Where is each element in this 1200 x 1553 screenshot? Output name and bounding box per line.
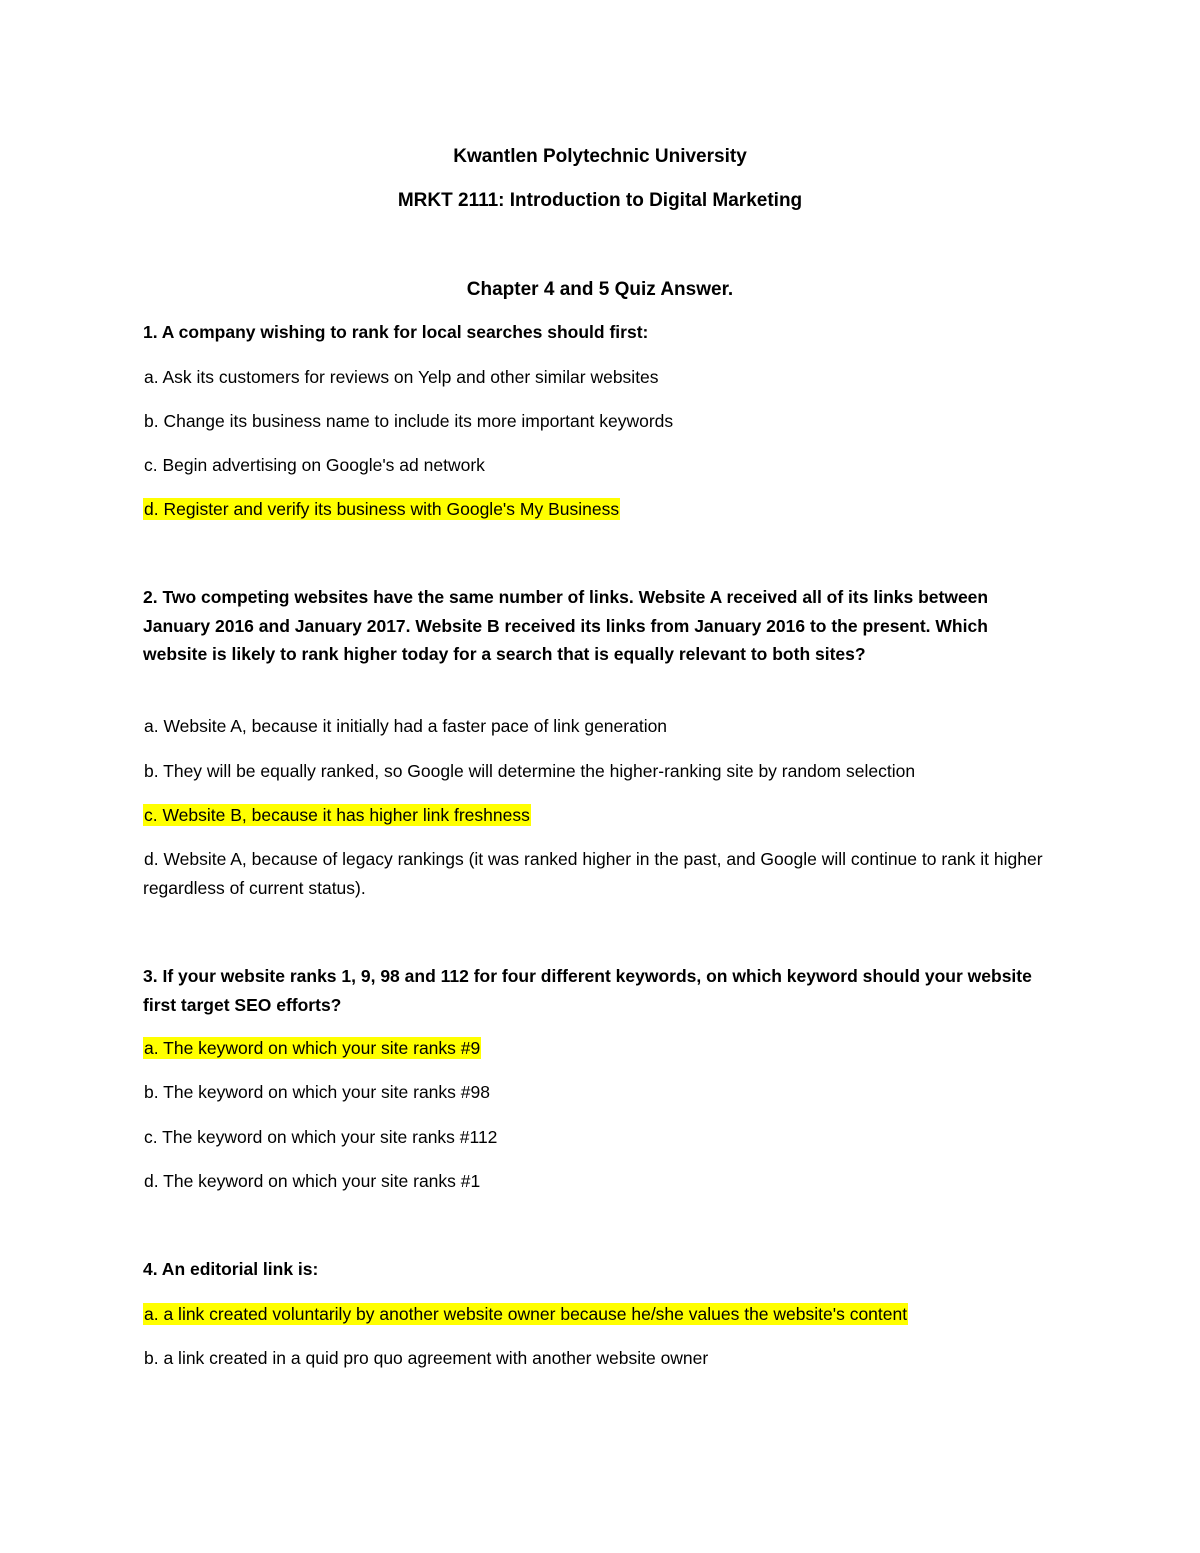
quiz-title: Chapter 4 and 5 Quiz Answer. xyxy=(466,279,734,300)
option-text: b. Change its business name to include its more important keywords xyxy=(144,411,674,431)
option-text: b. They will be equally ranked, so Google will determine the higher-ranking site by random selection xyxy=(144,761,916,781)
option-text: d. Website A, because of legacy rankings (it was ranked higher in the past, and Google will continue to rank it higher regardless of current status). xyxy=(143,849,1043,898)
question-2-prompt: 2. Two competing websites have the same number of links. Website A received all of its links between January 2016 and January 2017. Website B received its links from January 2016 to the present. Which website is likely to rank higher today for a search that is equally relevant to both sites? xyxy=(143,587,989,664)
option-text: a. Website A, because it initially had a faster pace of link generation xyxy=(144,716,668,736)
institution-name: Kwantlen Polytechnic University xyxy=(453,146,747,167)
highlighted-answer: a. a link created voluntarily by another website owner because he/she values the website's content xyxy=(144,1304,908,1324)
option-text: b. a link created in a quid pro quo agreement with another website owner xyxy=(144,1348,709,1368)
question-3-option-c xyxy=(143,1123,1043,1152)
question-1-option-d-correct xyxy=(143,495,1043,524)
question-1-option-a xyxy=(143,363,1043,392)
question-4-option-a-correct xyxy=(143,1300,1043,1329)
highlighted-answer: d. Register and verify its business with Google's My Business xyxy=(144,499,620,519)
option-text: a. Ask its customers for reviews on Yelp and other similar websites xyxy=(144,367,659,387)
option-text: d. The keyword on which your site ranks #1 xyxy=(144,1171,481,1191)
question-2-option-d xyxy=(143,845,1043,902)
highlighted-answer: c. Website B, because it has higher link freshness xyxy=(144,805,530,825)
option-text: c. Begin advertising on Google's ad network xyxy=(144,455,485,475)
option-text: b. The keyword on which your site ranks #98 xyxy=(144,1082,490,1102)
question-3-option-b xyxy=(143,1078,1043,1107)
question-2-option-a xyxy=(143,712,1043,741)
question-3-option-d xyxy=(143,1167,1043,1196)
option-text: c. The keyword on which your site ranks #112 xyxy=(144,1127,498,1147)
question-2-option-b xyxy=(143,757,1043,786)
course-title: MRKT 2111: Introduction to Digital Marketing xyxy=(397,190,803,211)
question-3-option-a-correct xyxy=(143,1034,1043,1063)
question-4-prompt: 4. An editorial link is: xyxy=(143,1259,319,1279)
question-3-prompt: 3. If your website ranks 1, 9, 98 and 112 for four different keywords, on which keyword should your website first target SEO efforts? xyxy=(143,966,1032,1015)
question-1-option-c xyxy=(143,451,1043,480)
question-1-prompt: 1. A company wishing to rank for local searches should first: xyxy=(143,322,649,342)
question-2-option-c-correct xyxy=(143,801,1043,830)
question-1-option-b xyxy=(143,407,1043,436)
highlighted-answer: a. The keyword on which your site ranks #9 xyxy=(144,1038,481,1058)
question-4-option-b xyxy=(143,1344,1043,1373)
